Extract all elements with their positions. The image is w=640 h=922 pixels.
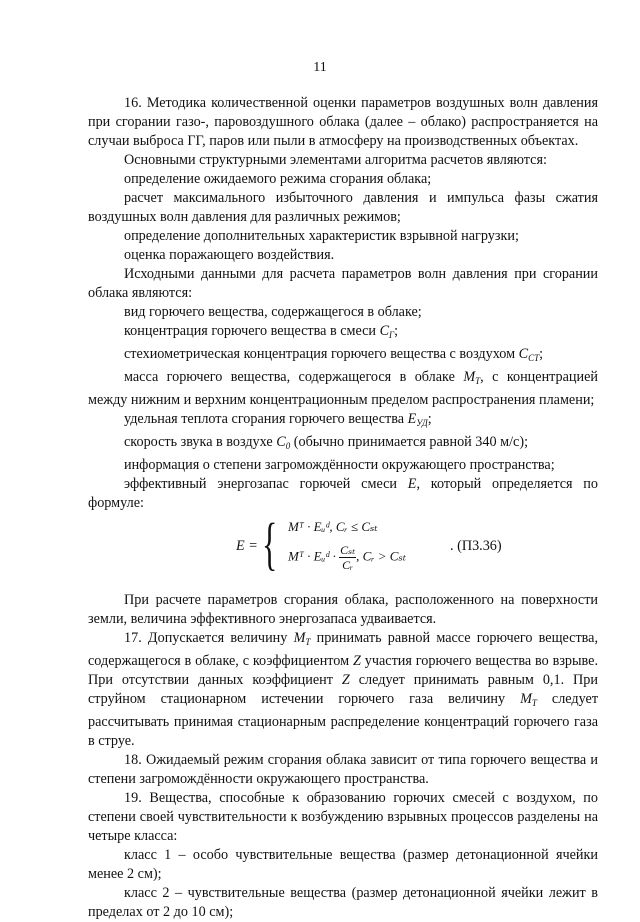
paragraph-structure-intro: Основными структурными элементами алгоритма расчетов являются: (124, 152, 547, 168)
list-item: удельная теплота сгорания горючего вещества $E_{УД}$; (124, 411, 432, 428)
list-item: концентрация горючего вещества в смеси $C_Г$; (124, 323, 399, 340)
paragraph-17: 17. Допускается величину $M_Т$ принимать равной массе горючего вещества, содержащегося в облаке, с коэффициентом Z участия горючего вещества во взрыве. При отсутствии данных коэффициент Z следует принимать равным 0,1. При струйном стационарном истечении горючего газа величину $M_Т$ следует рассчитывать принимая стационарным распределение концентраций горючего газа в струе. (88, 630, 599, 749)
formula-case-1: Mᵀ · Eᵤᵈ, Cᵣ ≤ Cₛₜ (288, 519, 378, 534)
paragraph-19: 19. Вещества, способные к образованию горючих смесей с воздухом, по степени своей чувствительности к возбуждению взрывных процессов разделены на четыре класса: (88, 790, 598, 844)
class-item: класс 1 – особо чувствительные вещества (размер детонационной ячейки менее 2 см); (88, 847, 598, 882)
class-item: класс 2 – чувствительные вещества (размер детонационной ячейки лежит в пределах от 2 до 10 см); (88, 885, 598, 920)
list-item: скорость звука в воздухе $C_0$ (обычно принимается равной 340 м/с); (124, 434, 529, 451)
energy-formula (88, 511, 598, 581)
formula-brace: { (262, 511, 278, 576)
list-item: информация о степени загромождённости окружающего пространства; (124, 457, 555, 473)
list-item: вид горючего вещества, содержащегося в облаке; (124, 304, 422, 320)
list-item: масса горючего вещества, содержащегося в облаке $M_Т$, с концентрацией между нижним и верхним концентрационным пределом распространения пламени; (88, 369, 599, 408)
list-item: определение ожидаемого режима сгорания облака; (124, 171, 432, 187)
list-item: оценка поражающего воздействия. (124, 247, 335, 263)
paragraph-18: 18. Ожидаемый режим сгорания облака зависит от типа горючего вещества и степени загромождённости окружающего пространства. (88, 752, 598, 787)
list-item: стехиометрическая концентрация горючего вещества с воздухом $C_{СТ}$; (124, 346, 544, 363)
formula-case-2: Mᵀ · Eᵤᵈ · $\frac{\text{Cₛₜ}}{\text{Cᵣ}}$ , Cᵣ > Cₛₜ (288, 543, 407, 572)
list-item: расчет максимального избыточного давления и импульса фазы сжатия воздушных волн давления для различных режимов; (88, 190, 598, 225)
document-body (88, 94, 598, 922)
formula-fraction: $\frac{\text{Cₛₜ}}{\text{Cᵣ}}$ (340, 543, 356, 572)
paragraph-input-data-intro: Исходными данными для расчета параметров волн давления при сгорании облака являются: (88, 266, 598, 301)
list-item: эффективный энергозапас горючей смеси E, который определяется по формуле: (88, 476, 598, 511)
paragraph-16: 16. Методика количественной оценки параметров воздушных волн давления при сгорании газо-, паровоздушного облака (далее – облако) распространяется на случаи выброса ГГ, паров или пыли в атмосферу на производственных объектах. (88, 95, 598, 149)
list-item: определение дополнительных характеристик взрывной нагрузки; (124, 228, 519, 244)
formula-number: . (П3.36) (450, 538, 502, 554)
page-number: 11 (313, 60, 327, 75)
formula-lhs: E = (236, 538, 258, 554)
paragraph-surface-doubling: При расчете параметров сгорания облака, расположенного на поверхности земли, величина эффективного энергозапаса удваивается. (88, 592, 598, 627)
